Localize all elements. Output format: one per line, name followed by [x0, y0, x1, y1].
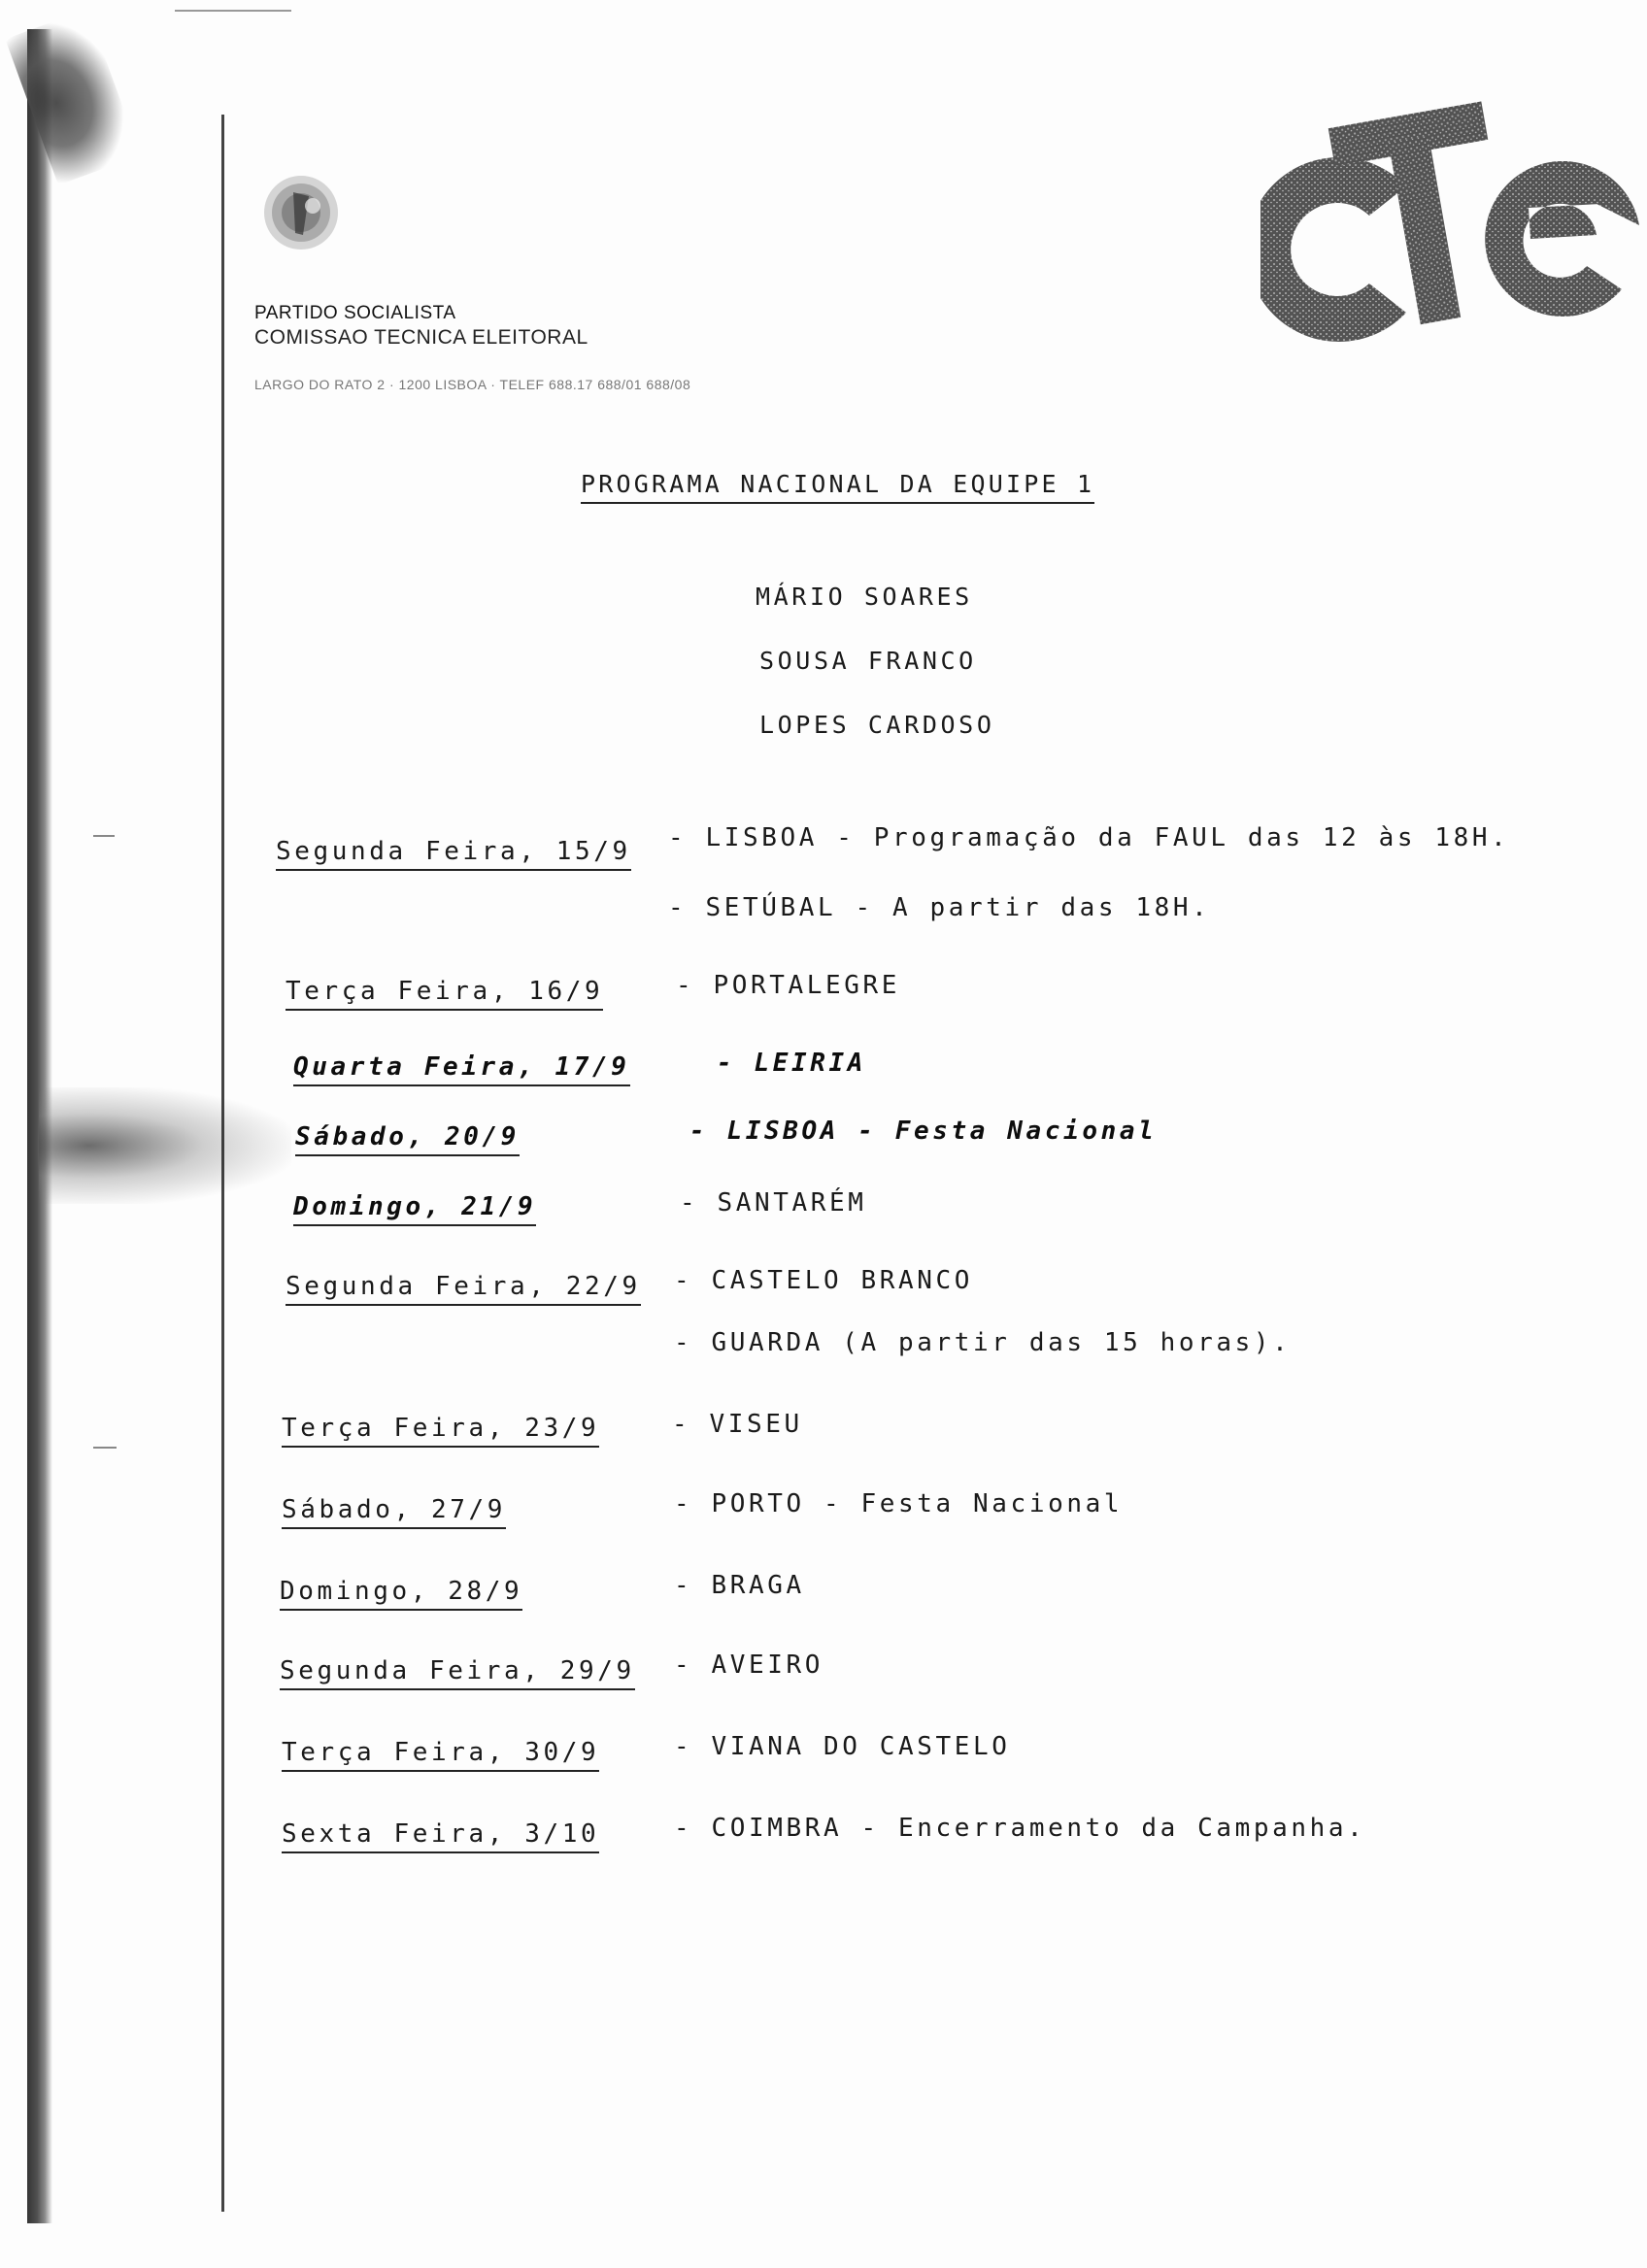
party-seal-icon [254, 171, 348, 254]
schedule-event: - BRAGA [674, 1571, 805, 1600]
cte-logo [1260, 70, 1645, 344]
margin-tick [93, 835, 115, 837]
schedule-date: Segunda Feira, 22/9 [286, 1272, 641, 1306]
schedule-event: - SANTARÉM [680, 1188, 867, 1217]
document-title: PROGRAMA NACIONAL DA EQUIPE 1 [581, 470, 1094, 504]
schedule-event: - PORTO - Festa Nacional [674, 1489, 1124, 1518]
schedule-event: - AVEIRO [674, 1651, 824, 1680]
schedule-event: - GUARDA (A partir das 15 horas). [674, 1328, 1292, 1357]
schedule-date: Segunda Feira, 15/9 [276, 837, 631, 871]
schedule-event: - COIMBRA - Encerramento da Campanha. [674, 1814, 1366, 1843]
candidate-name: MÁRIO SOARES [756, 583, 973, 611]
schedule-date: Segunda Feira, 29/9 [280, 1656, 635, 1690]
scan-smudge [39, 1087, 291, 1204]
schedule-event: - PORTALEGRE [676, 971, 901, 1000]
schedule-date: Sábado, 27/9 [282, 1495, 506, 1529]
org-address: LARGO DO RATO 2 · 1200 LISBOA · TELEF 688.17 688/01 688/08 [254, 377, 691, 392]
top-rule [175, 10, 291, 12]
scan-shadow-top [5, 9, 140, 184]
schedule-date: Terça Feira, 23/9 [282, 1414, 599, 1448]
schedule-event: - LEIRIA [717, 1049, 867, 1078]
schedule-event: - VISEU [672, 1410, 803, 1439]
schedule-event: - LISBOA - Festa Nacional [689, 1117, 1158, 1146]
org-subtitle: COMISSAO TECNICA ELEITORAL [254, 326, 588, 349]
schedule-event: - SETÚBAL - A partir das 18H. [668, 893, 1211, 922]
margin-tick [93, 1447, 117, 1449]
schedule-event: - CASTELO BRANCO [674, 1266, 974, 1295]
schedule-date: Sexta Feira, 3/10 [282, 1819, 599, 1853]
schedule-date: Quarta Feira, 17/9 [293, 1052, 630, 1086]
schedule-date: Terça Feira, 30/9 [282, 1738, 599, 1772]
schedule-date: Terça Feira, 16/9 [286, 977, 603, 1011]
schedule-event: - LISBOA - Programação da FAUL das 12 às 18H. [668, 823, 1510, 852]
schedule-date: Sábado, 20/9 [295, 1122, 520, 1156]
org-name: PARTIDO SOCIALISTA [254, 303, 456, 323]
candidate-name: LOPES CARDOSO [759, 711, 995, 739]
schedule-event: - VIANA DO CASTELO [674, 1732, 1011, 1761]
schedule-date: Domingo, 21/9 [293, 1192, 536, 1226]
margin-line [221, 115, 224, 2212]
candidate-name: SOUSA FRANCO [759, 647, 977, 675]
schedule-date: Domingo, 28/9 [280, 1577, 522, 1611]
